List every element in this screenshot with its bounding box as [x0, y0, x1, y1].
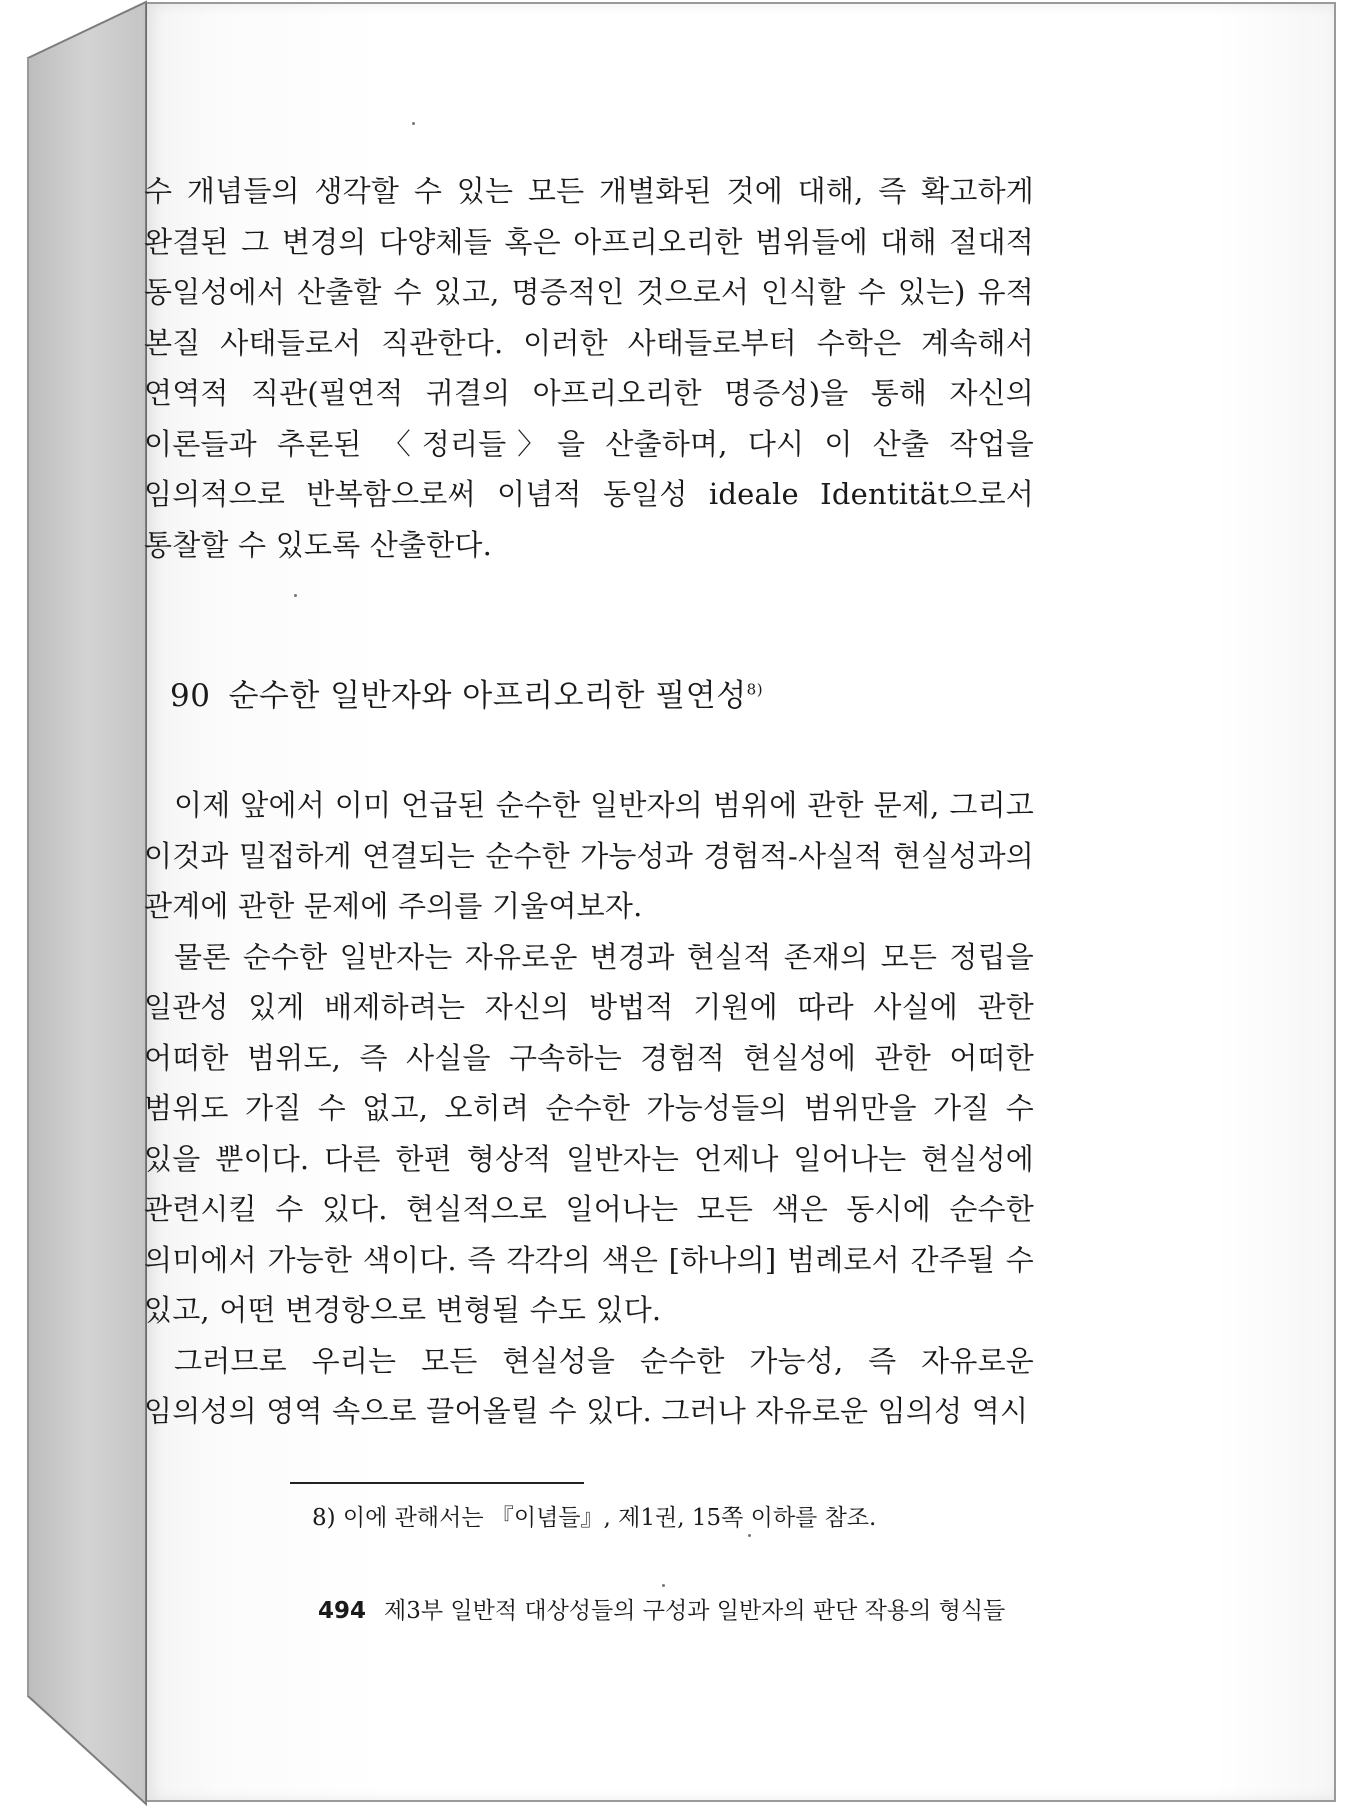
paper-speck	[662, 1584, 665, 1587]
top-body-text	[144, 166, 1034, 570]
footnote-divider	[290, 1482, 584, 1484]
body-paragraph: 수 개념들의 생각할 수 있는 모든 개별화된 것에 대해, 즉 확고하게 완결된 그 변경의 다양체들 혹은 아프리오리한 범위들에 대해 절대적 동일성에서 산출할 수 있고, 명증적인 것으로서 인식할 수 있는) 유적 본질 사태들로서 직관한다. 이러한 사태들로부터 수학은 계속해서 연역적 직관(필연적 귀결의 아프리오리한 명증성)을 통해 자신의 이론들과 추론된 〈정리들〉을 산출하며, 다시 이 산출 작업을 임의적으로 반복함으로써 이념적 동일성 ideale Identität으로서 통찰할 수 있도록 산출한다.	[144, 174, 1034, 562]
running-footer-title: 제3부 일반적 대상성들의 구성과 일반자의 판단 작용의 형식들	[384, 1598, 1006, 1624]
section-body-text	[144, 780, 1034, 1437]
running-footer	[318, 1594, 1005, 1628]
paper-speck	[412, 122, 415, 125]
body-paragraph: 물론 순수한 일반자는 자유로운 변경과 현실적 존재의 모든 정립을 일관성 있게 배제하려는 자신의 방법적 기원에 따라 사실에 관한 어떠한 범위도, 즉 사실을 구속하는 경험적 현실성에 관한 어떠한 범위도 가질 수 없고, 오히려 순수한 가능성들의 범위만을 가질 수 있을 뿐이다. 다른 한편 형상적 일반자는 언제나 일어나는 현실성에 관련시킬 수 있다. 현실적으로 일어나는 모든 색은 동시에 순수한 의미에서 가능한 색이다. 즉 각각의 색은 [하나의] 범례로서 간주될 수 있고, 어떤 변경항으로 변형될 수도 있다.	[144, 939, 1034, 1327]
body-paragraph: 그러므로 우리는 모든 현실성을 순수한 가능성, 즉 자유로운 임의성의 영역 속으로 끌어올릴 수 있다. 그러나 자유로운 임의성 역시	[144, 1343, 1034, 1428]
page-number: 494	[318, 1598, 367, 1624]
paper-speck	[294, 594, 297, 597]
footnote: 8) 이에 관해서는 『이념들』, 제1권, 15쪽 이하를 참조.	[312, 1505, 877, 1531]
section-title: 순수한 일반자와 아프리오리한 필연성	[228, 678, 747, 714]
footnote-marker: 8)	[746, 680, 764, 699]
section-number: 90	[170, 678, 211, 714]
section-heading	[170, 676, 763, 716]
body-paragraph: 이제 앞에서 이미 언급된 순수한 일반자의 범위에 관한 문제, 그리고 이것과 밀접하게 연결되는 순수한 가능성과 경험적-사실적 현실성과의 관계에 관한 문제에 주의를 기울여보자.	[144, 788, 1034, 923]
